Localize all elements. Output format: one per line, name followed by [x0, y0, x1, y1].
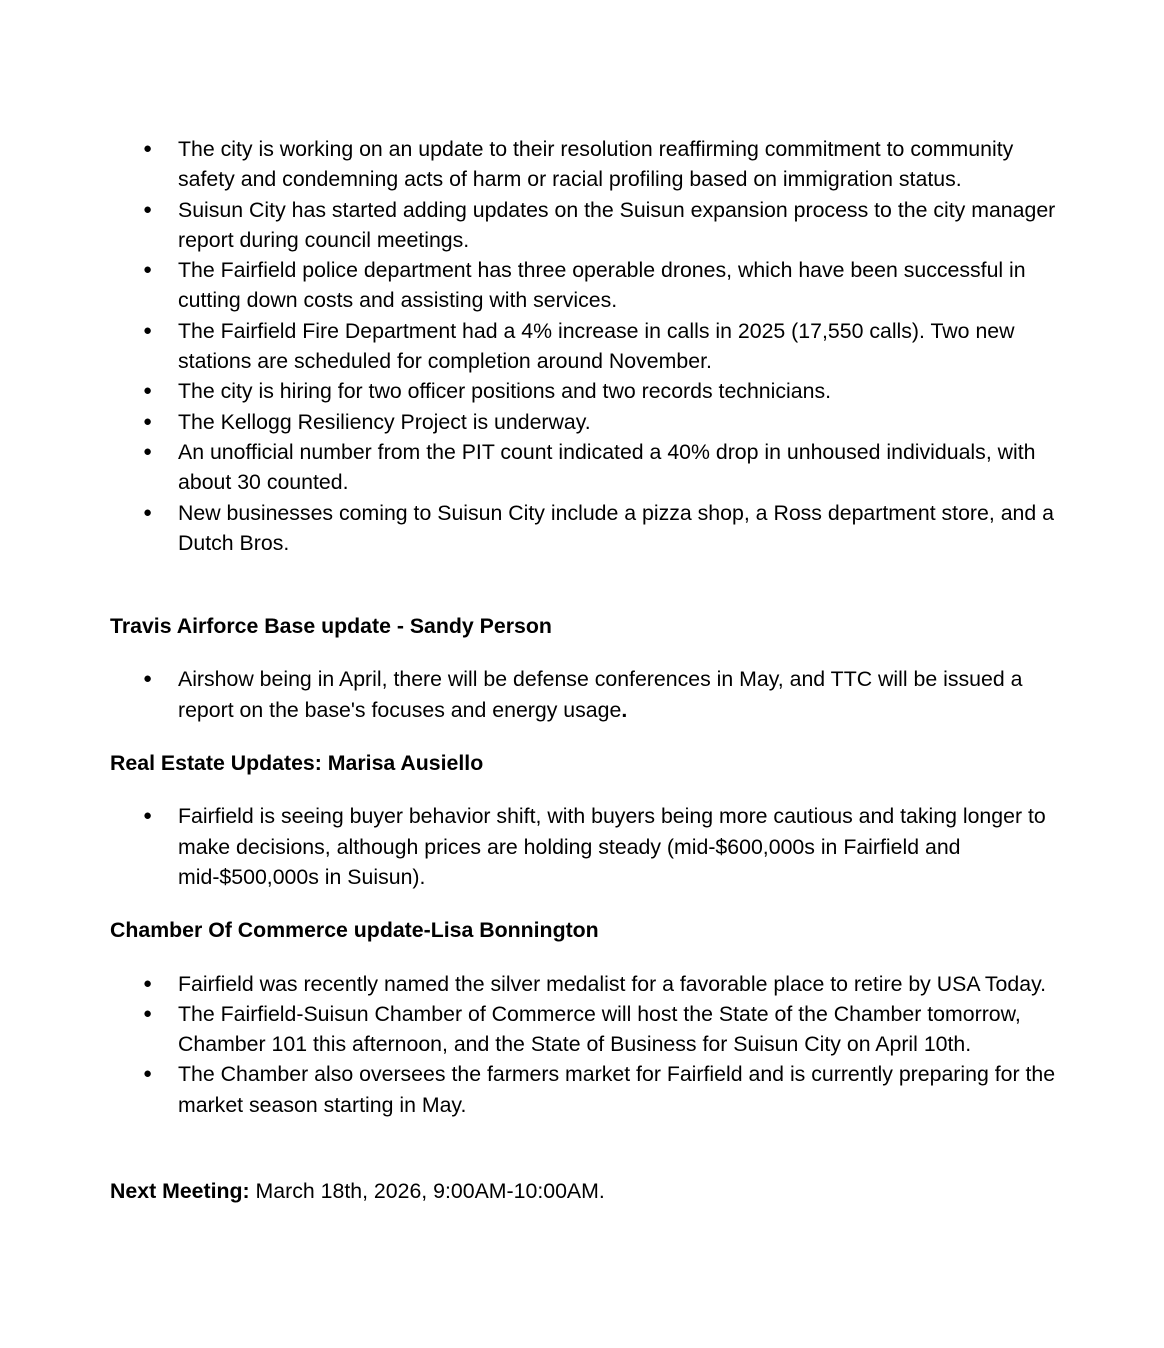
next-meeting-label: Next Meeting: — [110, 1179, 250, 1204]
chamber-section-heading: Chamber Of Commerce update-Lisa Bonnington — [110, 918, 599, 943]
list-item: ● Suisun City has started adding updates on the Suisun expansion process to the city manager report during council meetings. — [178, 195, 1070, 256]
list-item: ● The city is working on an update to their resolution reaffirming commitment to community safety and condemning acts of harm or racial profiling based on immigration status. — [178, 134, 1070, 195]
list-item: ● Fairfield is seeing buyer behavior shift, with buyers being more cautious and taking longer to make decisions, although prices are holding steady (mid-$600,000s in Fairfield and mid-$500,000s in Suisun). — [178, 801, 1070, 892]
list-item: ● An unofficial number from the PIT count indicated a 40% drop in unhoused individuals, with about 30 counted. — [178, 437, 1070, 498]
document-page — [110, 134, 1070, 1206]
list-item: ● The city is hiring for two officer positions and two records technicians. — [178, 376, 1070, 406]
real-estate-section-heading: Real Estate Updates: Marisa Ausiello — [110, 751, 484, 776]
list-item: ● The Kellogg Resiliency Project is underway. — [178, 407, 1070, 437]
intro-bullet-list — [110, 134, 1070, 558]
travis-bullet-list — [110, 664, 1070, 725]
travis-bullet-text: Airshow being in April, there will be defense conferences in May, and TTC will be issued a report on the base's focuses and energy usage — [178, 667, 1023, 722]
list-item: ● The Fairfield Fire Department had a 4% increase in calls in 2025 (17,550 calls). Two new stations are scheduled for completion around November. — [178, 316, 1070, 377]
list-item: ● New businesses coming to Suisun City include a pizza shop, a Ross department store, and a Dutch Bros. — [178, 498, 1070, 559]
list-item: ● The Chamber also oversees the farmers market for Fairfield and is currently preparing for the market season starting in May. — [178, 1059, 1070, 1120]
travis-section-heading: Travis Airforce Base update - Sandy Person — [110, 614, 552, 639]
next-meeting-line — [110, 1176, 1070, 1206]
list-item: ● The Fairfield-Suisun Chamber of Commerce will host the State of the Chamber tomorrow, Chamber 101 this afternoon, and the State of Business for Suisun City on April 10th. — [178, 999, 1070, 1060]
list-item: ● The Fairfield police department has three operable drones, which have been successful in cutting down costs and assisting with services. — [178, 255, 1070, 316]
chamber-bullet-list — [110, 969, 1070, 1120]
list-item — [178, 664, 1070, 725]
next-meeting-value: March 18th, 2026, 9:00AM-10:00AM. — [249, 1179, 605, 1204]
list-item: ● Fairfield was recently named the silver medalist for a favorable place to retire by USA Today. — [178, 969, 1070, 999]
real-estate-bullet-list — [110, 801, 1070, 892]
travis-bullet-period: . — [621, 697, 628, 722]
